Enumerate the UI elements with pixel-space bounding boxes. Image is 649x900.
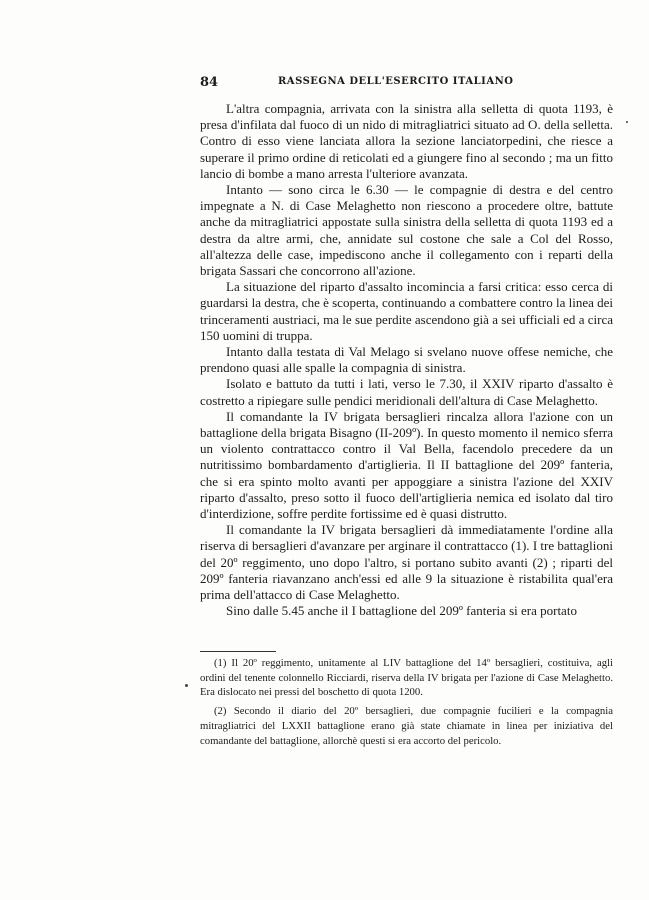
body-text <box>200 101 613 620</box>
print-speck <box>626 121 628 123</box>
print-speck <box>185 684 188 687</box>
footnote: (2) Secondo il diario del 20º bersaglieri, due compagnie fucilieri e la compagnia mitragliatrici del LXXII battaglione erano già state chiamate in linea per iniziativa del comandante del battaglione, allorchè questi si era accorto del pericolo. <box>200 705 613 747</box>
paragraph: Intanto — sono circa le 6.30 — le compagnie di destra e del centro impegnate a N. di Case Melaghetto non riescono a procedere oltre, battute anche da mitragliatrici appostate sulla sinistra della selletta di quota 1193 ed a destra da altre armi, che, annidate sul costone che sale a Col del Rosso, all'altezza delle case, impediscono anche il collegamento con i reparti della brigata Sassari che concorrono all'azione. <box>200 182 613 279</box>
page-header <box>200 75 613 95</box>
footnotes <box>200 656 613 752</box>
paragraph: Intanto dalla testata di Val Melago si svelano nuove offese nemiche, che prendono quasi alle spalle la compagnia di sinistra. <box>200 344 613 376</box>
paragraph: L'altra compagnia, arrivata con la sinistra alla selletta di quota 1193, è presa d'infilata dal fuoco di un nido di mitragliatrici situato ad O. della selletta. Contro di esso viene lanciata allora la sezione lanciatorpedini, che riesce a superare il primo ordine di reticolati ed a giungere fino al secondo ; ma un fitto lancio di bombe a mano arresta l'ulteriore avanzata. <box>200 101 613 181</box>
paragraph: Il comandante la IV brigata bersaglieri dà immediatamente l'ordine alla riserva di bersaglieri d'avanzare per arginare il contrattacco (1). I tre battaglioni del 20º reggimento, uno dopo l'altro, si portano subito avanti (2) ; riparti del 209º fanteria riavanzano anch'essi ed alle 9 la situazione è ristabilita qual'era prima dell'attacco di Case Melaghetto. <box>200 522 613 603</box>
footnote: (1) Il 20º reggimento, unitamente al LIV battaglione del 14º bersaglieri, costituiva, agli ordini del tenente colonnello Ricciardi, riserva della IV brigata per l'azione di Case Melaghetto. Era dislocato nei pressi del boschetto di quota 1200. <box>200 657 613 699</box>
footnote-divider <box>200 651 276 652</box>
running-title: RASSEGNA DELL'ESERCITO ITALIANO <box>278 76 514 87</box>
paragraph: Sino dalle 5.45 anche il I battaglione del 209º fanteria si era portato <box>226 603 577 619</box>
paragraph: Isolato e battuto da tutti i lati, verso le 7.30, il XXIV riparto d'assalto è costretto a ripiegare sulle pendici meridionali dell'altura di Case Melaghetto. <box>200 376 613 408</box>
paragraph: La situazione del riparto d'assalto incomincia a farsi critica: esso cerca di guardarsi la destra, che è scoperta, continuando a combattere contro la linea dei trinceramenti austriaci, ma le sue perdite ascendono già a sei ufficiali ed a circa 150 uomini di truppa. <box>200 279 613 343</box>
paragraph: Il comandante la IV brigata bersaglieri rincalza allora l'azione con un battaglione della brigata Bisagno (II-209º). In questo momento il nemico sferra un violento contrattacco contro il Val Bella, facendolo precedere da un nutritissimo bombardamento d'artiglieria. Il II battaglione del 209º fanteria, che si era spinto molto avanti per appoggiare a sinistra l'azione del XXIV riparto d'assalto, preso sotto il fuoco dell'artiglieria nemica ed isolato dal tiro d'interdizione, soffre perdite fortissime ed è quasi distrutto. <box>200 408 613 522</box>
page-number: 84 <box>200 75 219 90</box>
